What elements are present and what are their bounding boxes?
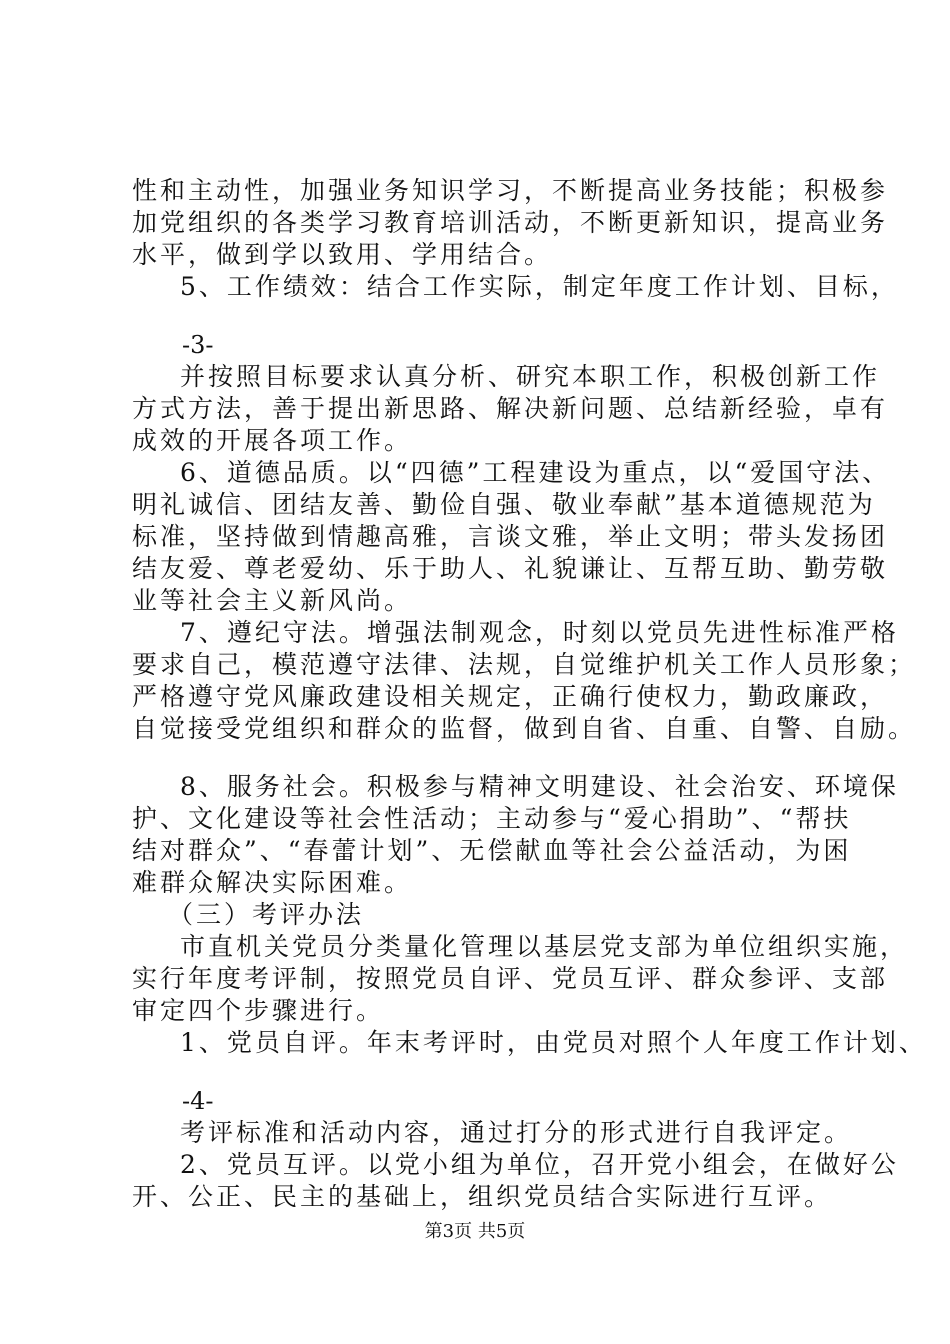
text-line: 方式方法，善于提出新思路、解决新问题、总结新经验，卓有 <box>132 394 889 423</box>
text-line: 自觉接受党组织和群众的监督，做到自省、自重、自警、自励。 <box>132 714 917 743</box>
text-line: 结友爱、尊老爱幼、乐于助人、礼貌谦让、互帮互助、勤劳敬 <box>132 554 889 583</box>
text-line: 市直机关党员分类量化管理以基层党支部为单位组织实施， <box>180 932 909 961</box>
text-line: 水平，做到学以致用、学用结合。 <box>132 240 553 269</box>
text-line: 7、遵纪守法。增强法制观念，时刻以党员先进性标准严格 <box>180 618 899 647</box>
text-line: 成效的开展各项工作。 <box>132 426 413 455</box>
text-line: 5、工作绩效：结合工作实际，制定年度工作计划、目标， <box>180 272 899 301</box>
text-line: 8、服务社会。积极参与精神文明建设、社会治安、环境保 <box>180 772 899 801</box>
text-line: 护、文化建设等社会性活动；主动参与“爱心捐助”、“帮扶 <box>132 804 852 833</box>
page-number-marker: -3- <box>182 331 214 359</box>
text-line: 加党组织的各类学习教育培训活动，不断更新知识，提高业务 <box>132 208 889 237</box>
text-line: 性和主动性，加强业务知识学习，不断提高业务技能；积极参 <box>132 176 889 205</box>
text-line: 并按照目标要求认真分析、研究本职工作，积极创新工作 <box>180 362 881 391</box>
text-line: 审定四个步骤进行。 <box>132 996 385 1025</box>
text-line: 明礼诚信、团结友善、勤俭自强、敬业奉献”基本道德规范为 <box>132 490 876 519</box>
section-heading: （三）考评办法 <box>168 900 365 929</box>
text-line: 难群众解决实际困难。 <box>132 868 413 897</box>
text-line: 2、党员互评。以党小组为单位，召开党小组会，在做好公 <box>180 1150 899 1179</box>
text-line: 实行年度考评制，按照党员自评、党员互评、群众参评、支部 <box>132 964 889 993</box>
text-line: 开、公正、民主的基础上，组织党员结合实际进行互评。 <box>132 1182 833 1211</box>
text-line: 业等社会主义新风尚。 <box>132 586 413 615</box>
text-line: 考评标准和活动内容，通过打分的形式进行自我评定。 <box>180 1118 853 1147</box>
page-footer: 第3页 共5页 <box>424 1221 526 1242</box>
page-number-marker: -4- <box>182 1087 214 1115</box>
text-line: 结对群众”、“春蕾计划”、无偿献血等社会公益活动，为困 <box>132 836 852 865</box>
text-line: 严格遵守党风廉政建设相关规定，正确行使权力，勤政廉政， <box>132 682 889 711</box>
text-line: 6、道德品质。以“四德”工程建设为重点，以“爱国守法、 <box>180 458 891 487</box>
text-line: 要求自己，模范遵守法律、法规，自觉维护机关工作人员形象； <box>132 650 917 679</box>
text-line: 1、党员自评。年末考评时，由党员对照个人年度工作计划、 <box>180 1028 927 1057</box>
text-line: 标准，坚持做到情趣高雅，言谈文雅，举止文明；带头发扬团 <box>132 522 889 551</box>
